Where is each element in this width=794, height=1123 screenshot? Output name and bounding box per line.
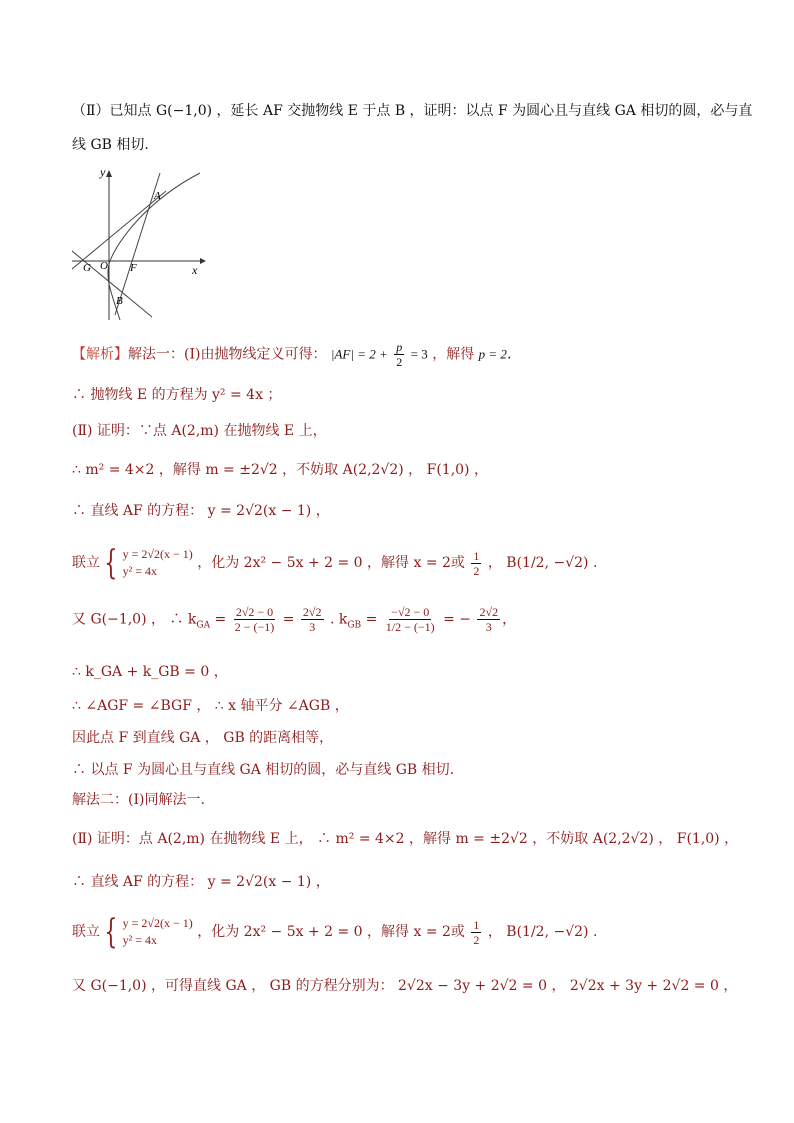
solution-line-5: ∴ 直线 AF 的方程： y = 2√2(x − 1) ， (72, 503, 330, 519)
y-axis-arrow-icon (106, 170, 112, 177)
frac-den: 2 (473, 563, 480, 578)
frac-den: 3 (309, 620, 316, 634)
lianli-label: 联立 (72, 924, 100, 940)
solution-line-2: ∴ 抛物线 E 的方程为 y² = 4x ； (72, 387, 282, 403)
method2-line-2: ∴ 直线 AF 的方程： y = 2√2(x − 1) ， (72, 874, 330, 890)
frac-den: 2 − (−1) (234, 620, 275, 634)
part2-statement-line2: 线 GB 相切. (72, 137, 149, 153)
brace-icon: { (104, 912, 118, 952)
point-b: ， B(1/2, −√2) . (487, 924, 598, 940)
slope-gb-prefix: . k (329, 611, 348, 628)
frac-num: 2√2 (302, 605, 322, 619)
fraction-gb-2 (477, 605, 500, 634)
solution-line-7: 又 G(−1,0) ， ∴ $k_{GA}$ = $\frac{2√2 - 0}{2 - (-1)}$ = $\frac{2√2}{3}$ . $k_{GB}$ = $\frac{-√2 - 0}{1/2 - (-1)}$ = − $\frac{2√2}{3}$ ， (72, 605, 517, 634)
solution-line-3: (Ⅱ) 证明：∵点 A(2,m) 在抛物线 E 上， (72, 423, 327, 439)
slope-ga-prefix: 又 G(−1,0) ， ∴ k (72, 611, 197, 628)
system-row-2: y² = 4x (122, 564, 158, 578)
frac-num: −√2 − 0 (391, 605, 430, 619)
frac-num: 1 (473, 917, 480, 932)
solve-text: ，化为 2x² − 5x + 2 = 0 ，解得 x = 2或 (197, 555, 465, 571)
solution-line-1 (72, 340, 511, 369)
system-rows (123, 546, 193, 580)
part2-statement-line1: （Ⅱ）已知点 G(−1,0) ，延长 AF 交抛物线 E 于点 B ，证明：以点 F 为圆心且与直线 GA 相切的圆，必与直 (72, 103, 753, 119)
label-y: y (100, 165, 106, 179)
lianli-label: 联立 (72, 555, 100, 571)
label-x: x (192, 263, 198, 277)
method2-line-1: (Ⅱ) 证明：点 A(2,m) 在抛物线 E 上， ∴ m² = 4×2 ，解得 m = ±2√2 ，不妨取 A(2,2√2) ， F(1,0) ， (72, 831, 739, 847)
system-row-1: y = 2√2(x − 1) (122, 547, 193, 561)
frac-den: 2 (396, 355, 403, 369)
fraction-ga-2 (301, 605, 324, 634)
fraction-p-over-2 (394, 340, 404, 369)
period: . (506, 346, 512, 363)
af-expression: |AF| = 2 + (330, 346, 388, 362)
line-GA (72, 191, 166, 269)
label-G: G (83, 262, 91, 274)
solution-line-9: ∴ ∠AGF = ∠BGF ， ∴ x 轴平分 ∠AGB ， (72, 698, 349, 714)
solution-line-6 (72, 543, 598, 583)
label-O: O (100, 260, 108, 272)
system-rows (123, 915, 193, 949)
p-value: p = 2 (478, 346, 507, 362)
frac-den: 1/2 − (−1) (385, 620, 435, 634)
point-b: ， B(1/2, −√2) . (487, 555, 598, 571)
af-equals: = 3 (410, 346, 428, 362)
solution-line-10: 因此点 F 到直线 GA ， GB 的距离相等， (72, 730, 334, 746)
method2-intro: 解法二：(Ⅰ)同解法一. (72, 792, 205, 808)
subscript-ga: GA (196, 620, 211, 631)
method1-intro: 解法一：(Ⅰ)由抛物线定义可得： (128, 346, 327, 363)
solution-line-8: ∴ k_GA + k_GB = 0 ， (72, 664, 228, 680)
frac-num: 2√2 (479, 605, 499, 619)
frac-num: 2√2 − 0 (235, 605, 274, 619)
fraction-half (471, 549, 481, 578)
analysis-tag: 【解析】 (72, 346, 128, 363)
label-B: B (116, 295, 123, 307)
frac-den: 2 (473, 932, 480, 947)
subscript-gb: GB (347, 620, 362, 631)
method2-line-4: 又 G(−1,0) ，可得直线 GA ， GB 的方程分别为： 2√2x − 3y + 2√2 = 0 ， 2√2x + 3y + 2√2 = 0 ， (72, 978, 738, 994)
system-row-2: y² = 4x (122, 933, 158, 947)
comma: ， (502, 611, 517, 628)
solution-line-11: ∴ 以点 F 为圆心且与直线 GA 相切的圆，必与直线 GB 相切. (72, 762, 455, 778)
solve-text: ，化为 2x² − 5x + 2 = 0 ，解得 x = 2或 (197, 924, 465, 940)
frac-den: 3 (485, 620, 492, 634)
fraction-half (471, 918, 481, 947)
parabola-figure (68, 165, 208, 325)
method2-line-3 (72, 912, 598, 952)
x-axis-arrow-icon (200, 258, 206, 264)
frac-num: 1 (473, 548, 480, 563)
label-A: A (154, 190, 161, 202)
system-row-1: y = 2√2(x − 1) (122, 916, 193, 930)
equation-system (100, 912, 193, 952)
solution-line-4: ∴ m² = 4×2 ，解得 m = ±2√2 ，不妨取 A(2,2√2) ， F(1,0) ， (72, 462, 488, 478)
label-F: F (130, 262, 137, 274)
fraction-ga-1 (233, 605, 277, 634)
fraction-gb-1 (384, 605, 437, 634)
equation-system (100, 543, 193, 583)
brace-icon: { (104, 543, 118, 583)
solve-word: ，解得 (432, 346, 475, 363)
frac-num: p (396, 340, 403, 354)
